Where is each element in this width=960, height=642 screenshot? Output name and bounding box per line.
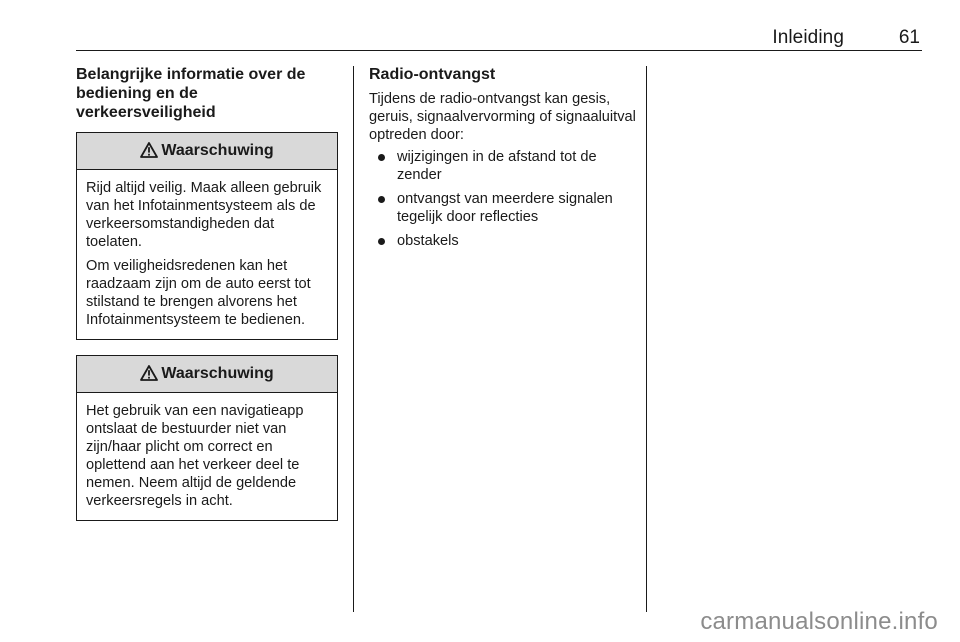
warning-box-2 <box>76 355 338 521</box>
bullet-icon <box>378 196 385 203</box>
warning-title: Waarschuwing <box>161 365 274 382</box>
list-item <box>369 190 637 226</box>
page-number: 61 <box>898 27 920 48</box>
warning-header <box>77 356 337 393</box>
warning-body <box>77 393 337 520</box>
column-divider-right <box>646 66 647 612</box>
warning-paragraph: Het gebruik van een navigatieapp ontslaat de bestuurder niet van zijn/haar plicht om correct en oplettend aan het verkeer deel te nemen. Neem altijd de geldende verkeersregels in acht. <box>86 403 304 509</box>
warning-triangle-icon <box>140 365 158 381</box>
warning-box-1 <box>76 132 338 340</box>
list-item <box>369 148 637 184</box>
warning-paragraph: Rijd altijd veilig. Maak alleen gebruik van het Infotainmentsysteem als de verkeersomstandigheden dat toelaten. <box>86 180 322 250</box>
column-divider-left <box>353 66 354 612</box>
watermark: carmanualsonline.info <box>700 608 938 635</box>
middle-column <box>369 65 637 256</box>
section-heading-safety: Belangrijke informatie over de bediening en de verkeersveiligheid <box>76 66 306 121</box>
warning-triangle-icon <box>140 142 158 158</box>
bullet-list <box>369 148 637 250</box>
list-item-text: wijzigingen in de afstand tot de zender <box>397 149 597 183</box>
warning-body <box>77 170 337 339</box>
section-heading-radio: Radio-ontvangst <box>369 66 496 83</box>
list-item-text: ontvangst van meerdere signalen tegelijk door reflecties <box>397 191 613 225</box>
bullet-icon <box>378 154 385 161</box>
list-item <box>369 232 637 250</box>
intro-paragraph: Tijdens de radio-ontvangst kan gesis, geruis, signaalvervorming of signaaluitval optreden door: <box>369 91 636 143</box>
warning-paragraph: Om veiligheidsredenen kan het raadzaam zijn om de auto eerst tot stilstand te brengen alvorens het Infotainmentsysteem te bedienen. <box>86 258 311 328</box>
list-item-text: obstakels <box>397 233 459 249</box>
warning-header <box>77 133 337 170</box>
page-header <box>0 0 960 52</box>
header-rule <box>76 50 922 51</box>
left-column <box>76 65 338 521</box>
chapter-title: Inleiding <box>772 27 844 48</box>
bullet-icon <box>378 238 385 245</box>
warning-title: Waarschuwing <box>161 142 274 159</box>
